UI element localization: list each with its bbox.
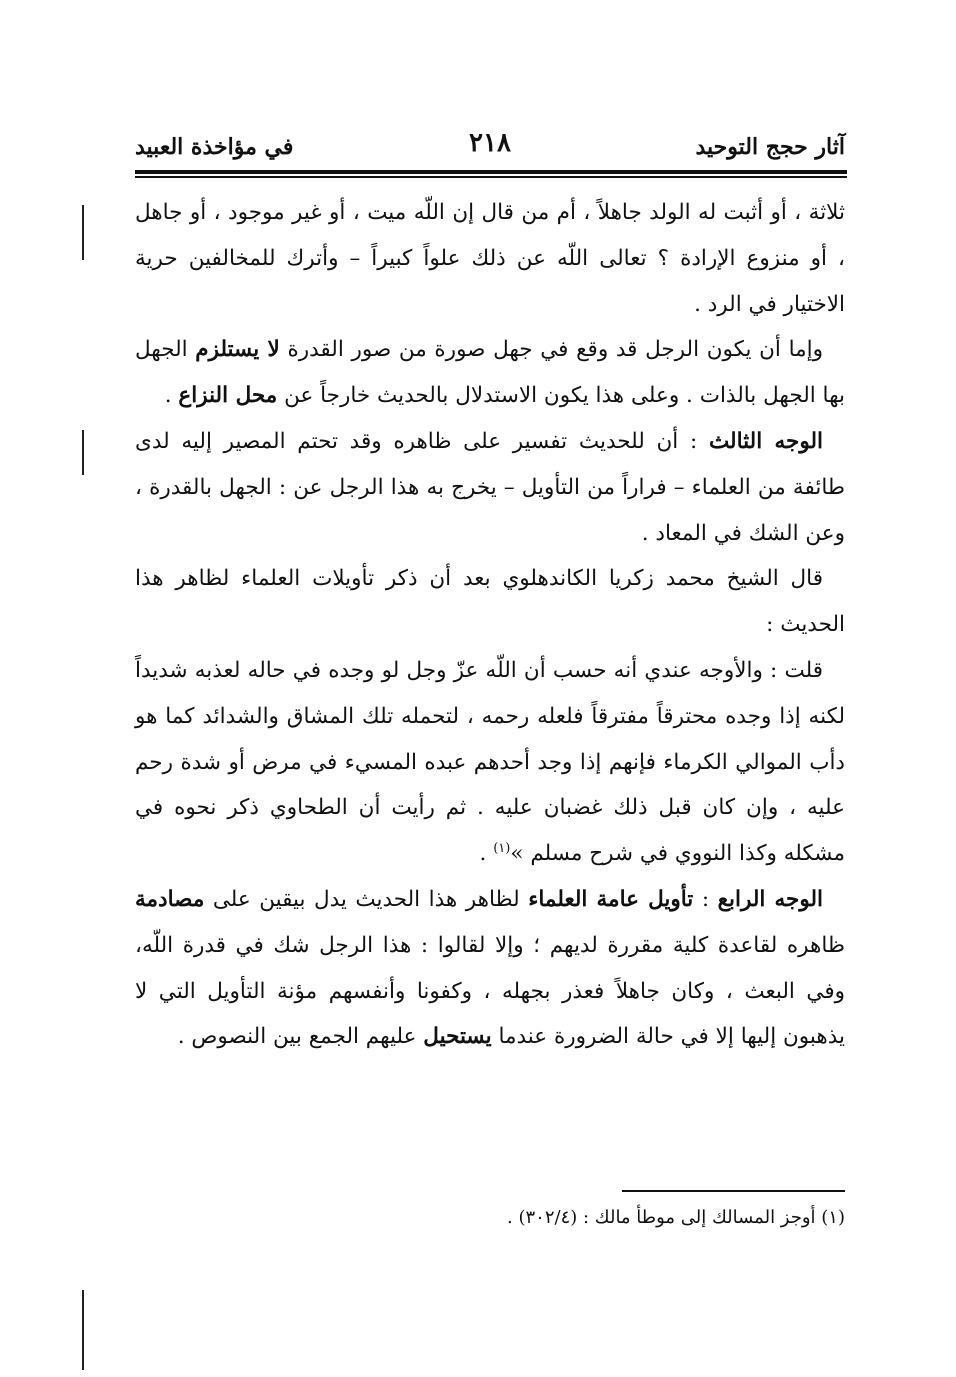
text-run: ظاهره لقاعدة كلية مقررة لديهم ؛ وإلا لقالوا : هذا الرجل شك في قدرة اللّه، وفي البعث ، وكان جاهلاً فعذر بجهله ، وكفونا وأنفسهم مؤنة التأويل التي لا يذهبون إليها إلا في حالة الضرورة عندما (135, 932, 845, 1050)
footnote-separator (622, 1190, 845, 1192)
text-run: ثلاثة ، أو أثبت له الولد جاهلاً ، أم من قال إن اللّه ميت ، أو غير موجود ، أو جاهل ، أو منزوع الإرادة ؟ تعالى اللّه عن ذلك علواً كبيراً – وأترك للمخالفين حرية الاختيار في الرد . (135, 200, 845, 317)
page-header (135, 128, 845, 168)
paragraph (135, 877, 845, 1060)
body-text (135, 190, 845, 1060)
page-number: ٢١٨ (469, 128, 511, 158)
text-run: . (164, 383, 179, 409)
text-run: : أن للحديث تفسير على ظاهره وقد تحتم المصير إليه لدى طائفة من العلماء – فراراً من التأويل – يخرج به هذا الرجل عن : الجهل بالقدرة ، وعن الشك في المعاد . (135, 428, 845, 546)
text-run: قال الشيخ محمد زكريا الكاندهلوي بعد أن ذكر تأويلات العلماء لظاهر هذا الحديث : (135, 566, 845, 638)
text-run: لظاهر هذا الحديث يدل بيقين على (204, 886, 529, 912)
scan-edge-line-bottom (82, 1290, 84, 1370)
text-run: عليهم الجمع بين النصوص . (177, 1024, 424, 1050)
paragraph (135, 556, 845, 648)
text-run: الجهل بها الجهل بالذات . وعلى هذا يكون الاستدلال بالحديث خارجاً عن (135, 337, 845, 409)
paragraph (135, 190, 845, 327)
bold-text: لا يستلزم (195, 337, 280, 363)
bold-text: الوجه الثالث (708, 428, 823, 454)
paragraph (135, 648, 845, 877)
bold-text: محل النزاع (178, 383, 278, 409)
text-run: : (693, 886, 718, 912)
text-run: وإما أن يكون الرجل قد وقع في جهل صورة من صور القدرة (279, 337, 823, 363)
header-rule (135, 170, 847, 174)
paragraph (135, 419, 845, 556)
header-chapter-title: في مؤاخذة العبيد (135, 134, 294, 160)
text-run: . (479, 841, 494, 867)
scan-edge-line-mid (82, 430, 84, 475)
paragraph (135, 327, 845, 419)
header-rule-thin (135, 176, 847, 178)
header-book-title: آثار حجج التوحيد (695, 134, 845, 160)
bold-text: تأويل عامة العلماء (528, 886, 694, 912)
bold-text: الوجه الرابع (717, 886, 823, 912)
footnote-marker: (١) (493, 841, 511, 856)
bold-text: يستحيل (423, 1024, 492, 1050)
footnote: (١) أوجز المسالك إلى موطأ مالك : (٣٠٢/٤) . (507, 1207, 845, 1228)
bold-text: مصادمة (135, 886, 205, 912)
scan-edge-line-top (82, 205, 84, 260)
text-run: قلت : والأوجه عندي أنه حسب أن اللّه عزّ وجل لو وجده في حاله لعذبه شديداً لكنه إذا وجده محترقاً مفترقاً فلعله رحمه ، لتحمله تلك المشاق والشدائد كما هو دأب الموالي الكرماء فإنهم إذا وجد أحدهم عبده المسيء في مرض أو شدة رحم عليه ، وإن كان قبل ذلك غضبان عليه . ثم رأيت أن الطحاوي ذكر نحوه في مشكله وكذا النووي في شرح مسلم » (135, 657, 845, 867)
